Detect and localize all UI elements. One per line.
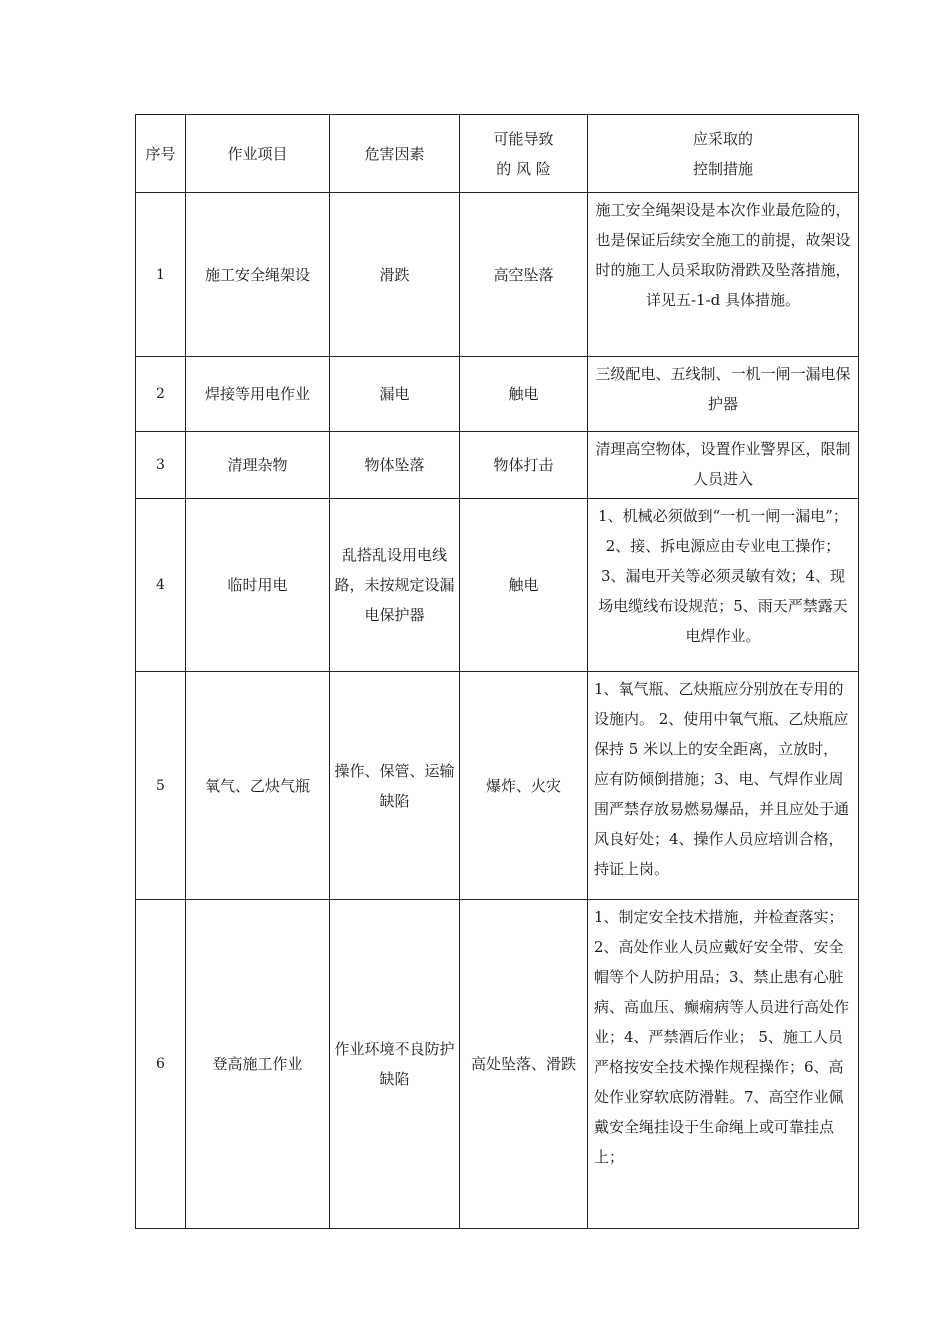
row-measure: 清理高空物体，设置作业警界区，限制人员进入: [588, 432, 859, 499]
row-item: 施工安全绳架设: [186, 193, 330, 357]
row-risk: 爆炸、火灾: [460, 672, 588, 900]
row-factor: 物体坠落: [330, 432, 460, 499]
row-factor: 漏电: [330, 357, 460, 432]
row-measure: 施工安全绳架设是本次作业最危险的，也是保证后续安全施工的前提，故架设时的施工人员采取防滑跌及坠落措施，详见五-1-d 具体措施。: [588, 193, 859, 357]
row-item: 临时用电: [186, 499, 330, 672]
row-risk: 触电: [460, 499, 588, 672]
row-factor: 操作、保管、运输缺陷: [330, 672, 460, 900]
row-risk: 触电: [460, 357, 588, 432]
row-measure: 1、制定安全技术措施，并检查落实；2、高处作业人员应戴好安全带、安全帽等个人防护用品；3、禁止患有心脏病、高血压、癫痫病等人员进行高处作业；4、严禁酒后作业； 5、施工人员严格按安全技术操作规程操作；6、高处作业穿软底防滑鞋。7、高空作业佩戴安全绳挂设于生命绳上或可靠挂点上；: [588, 900, 859, 1229]
header-measure: [588, 115, 859, 193]
row-num: 2: [136, 357, 186, 432]
row-measure: 三级配电、五线制、一机一闸一漏电保护器: [588, 357, 859, 432]
header-risk-line1: 可能导致: [493, 129, 554, 148]
row-num: 4: [136, 499, 186, 672]
header-measure-line2: 控制措施: [692, 159, 753, 178]
row-num: 3: [136, 432, 186, 499]
row-num: 6: [136, 900, 186, 1229]
header-risk: [460, 115, 588, 193]
header-risk-line2: 的 风 险: [496, 159, 551, 178]
row-item: 焊接等用电作业: [186, 357, 330, 432]
row-num: 1: [136, 193, 186, 357]
header-factor: 危害因素: [330, 115, 460, 193]
table-row: [136, 900, 859, 1229]
table-row: [136, 357, 859, 432]
row-item: 清理杂物: [186, 432, 330, 499]
row-item: 氧气、乙炔气瓶: [186, 672, 330, 900]
header-measure-line1: 应采取的: [692, 129, 753, 148]
hazard-control-table: [135, 114, 859, 1229]
table-row: [136, 672, 859, 900]
table-row: [136, 499, 859, 672]
table-header-row: [136, 115, 859, 193]
header-item: 作业项目: [186, 115, 330, 193]
row-factor: 作业环境不良防护缺陷: [330, 900, 460, 1229]
row-risk: 高处坠落、滑跌: [460, 900, 588, 1229]
row-factor: 乱搭乱设用电线路，未按规定设漏电保护器: [330, 499, 460, 672]
row-item: 登高施工作业: [186, 900, 330, 1229]
row-factor: 滑跌: [330, 193, 460, 357]
row-measure: 1、机械必须做到“一机一闸一漏电”；2、接、拆电源应由专业电工操作；3、漏电开关等必须灵敏有效；4、现场电缆线布设规范；5、雨天严禁露天电焊作业。: [588, 499, 859, 672]
row-measure: 1、氧气瓶、乙炔瓶应分别放在专用的设施内。 2、使用中氧气瓶、乙炔瓶应保持 5 米以上的安全距离，立放时，应有防倾倒措施；3、电、气焊作业周围严禁存放易燃易爆品，并且应处于通风良好处；4、操作人员应培训合格，持证上岗。: [588, 672, 859, 900]
row-risk: 高空坠落: [460, 193, 588, 357]
table-row: [136, 193, 859, 357]
table-row: [136, 432, 859, 499]
row-num: 5: [136, 672, 186, 900]
row-risk: 物体打击: [460, 432, 588, 499]
header-num: 序号: [136, 115, 186, 193]
